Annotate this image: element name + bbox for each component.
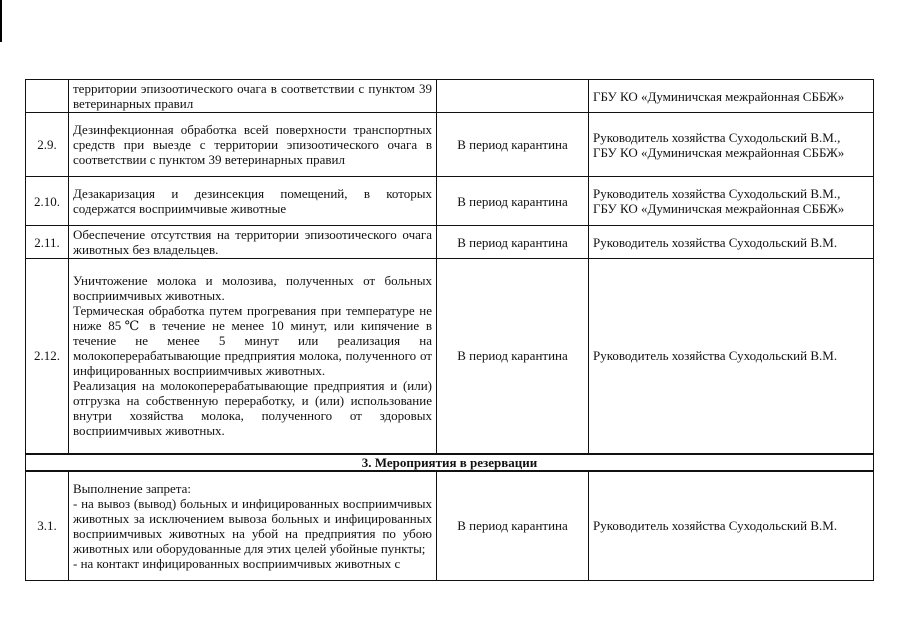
row-number: 2.12. (26, 259, 69, 454)
measure-description: Дезакаризация и дезинсекция помещений, в которых содержатся восприимчивые животные (69, 177, 437, 226)
table-row (26, 80, 874, 113)
table-row (26, 177, 874, 226)
row-number: 2.9. (26, 113, 69, 177)
measure-description: Уничтожение молока и молозива, полученных от больных восприимчивых животных. Термическая обработка путем прогревания при температуре не ниже 85℃ в течение не менее 10 минут, или кипячение в течение не менее 5 минут или реализация на молокоперерабатывающие предприятия молока, полученного от инфицированных восприимчивых животных. Реализация на молокоперерабатывающие предприятия и (или) отгрузка на собственную переработку, и (или) использование внутри хозяйства молока, полученного от здоровых восприимчивых животных. (69, 259, 437, 454)
measure-description: Обеспечение отсутствия на территории эпизоотического очага животных без владельцев. (69, 226, 437, 259)
page-edge-mark (0, 0, 2, 42)
section-header-row (26, 454, 874, 471)
period-cell: В период карантина (437, 113, 589, 177)
responsible-cell: Руководитель хозяйства Суходольский В.М., ГБУ КО «Думиничская межрайонная СББЖ» (589, 177, 874, 226)
period-cell: В период карантина (437, 471, 589, 581)
responsible-cell: Руководитель хозяйства Суходольский В.М. (589, 226, 874, 259)
row-number: 2.10. (26, 177, 69, 226)
responsible-cell: Руководитель хозяйства Суходольский В.М. (589, 471, 874, 581)
measure-description: Выполнение запрета: - на вывоз (вывод) больных и инфицированных восприимчивых животных за исключением вывоза больных и инфицированных восприимчивых животных на убой на предприятия по убою животных или оборудованные для этих целей убойные пункты; - на контакт инфицированных восприимчивых животных с (69, 471, 437, 581)
table-row (26, 113, 874, 177)
responsible-cell: Руководитель хозяйства Суходольский В.М., ГБУ КО «Думиничская межрайонная СББЖ» (589, 113, 874, 177)
table-row (26, 226, 874, 259)
table-row (26, 471, 874, 581)
measure-description: Дезинфекционная обработка всей поверхности транспортных средств при выезде с территории эпизоотического очага в соответствии с пунктом 39 ветеринарных правил (69, 113, 437, 177)
row-number (26, 80, 69, 113)
measures-table (25, 79, 874, 581)
period-cell: В период карантина (437, 177, 589, 226)
responsible-cell: Руководитель хозяйства Суходольский В.М. (589, 259, 874, 454)
period-cell: В период карантина (437, 259, 589, 454)
period-cell (437, 80, 589, 113)
row-number: 2.11. (26, 226, 69, 259)
measure-description: территории эпизоотического очага в соответствии с пунктом 39 ветеринарных правил (69, 80, 437, 113)
row-number: 3.1. (26, 471, 69, 581)
section-title: 3. Мероприятия в резервации (26, 454, 874, 471)
responsible-cell: ГБУ КО «Думиничская межрайонная СББЖ» (589, 80, 874, 113)
period-cell: В период карантина (437, 226, 589, 259)
table-row (26, 259, 874, 454)
